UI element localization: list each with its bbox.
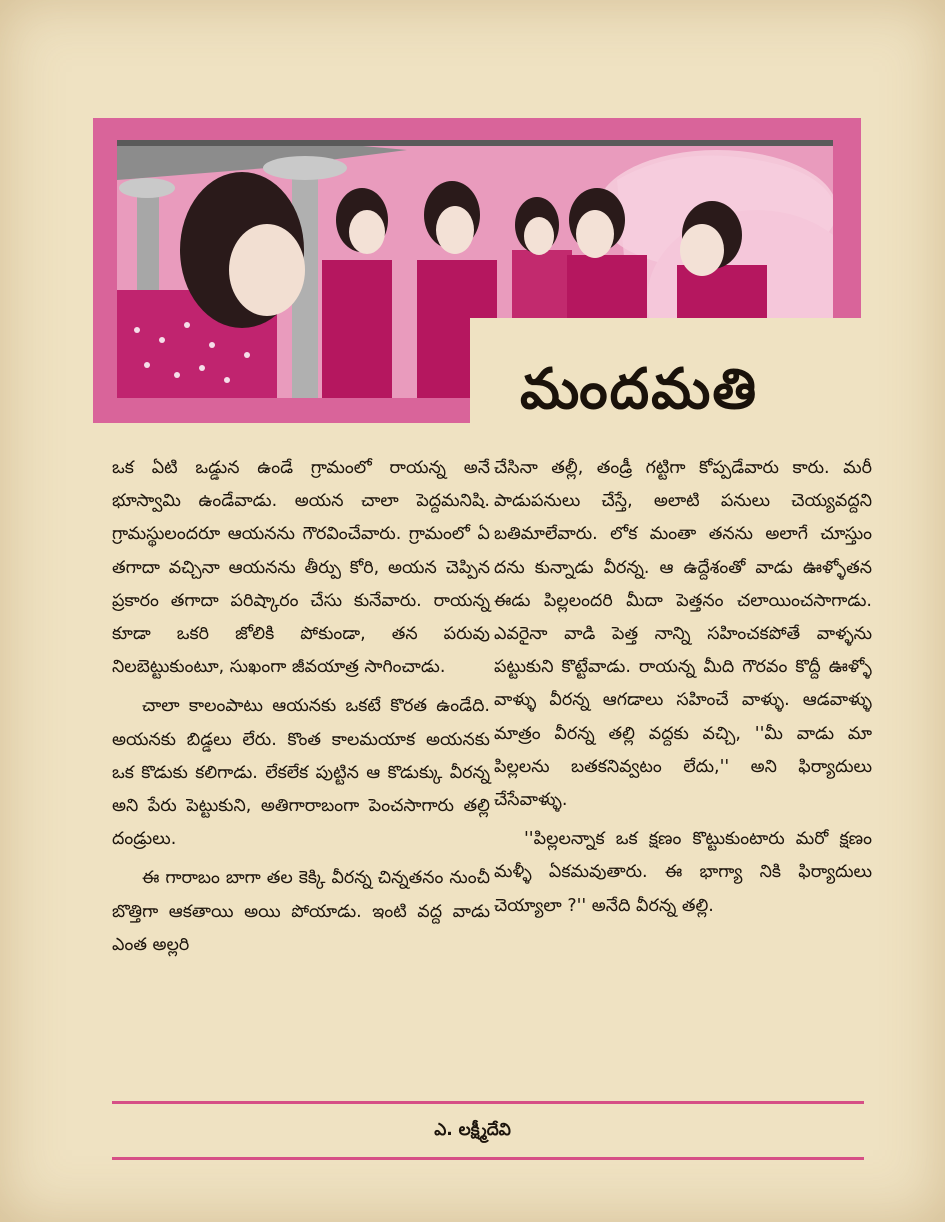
divider-bottom xyxy=(112,1157,864,1160)
paragraph: ఒక ఏటి ఒడ్డున ఉండే గ్రామంలో రాయన్న అనే భూస్వామి ఉండేవాడు. అయన చాలా పెద్దమనిషి. గ్రామస్థులందరూ ఆయనను గౌరవించేవారు. గ్రామంలో ఏ తగాదా వచ్చినా ఆయనను తీర్పు కోరి, అయన చెప్పిన ప్రకారం తగాదా పరిష్కారం చేసు కునేవారు. రాయన్న కూడా ఒకరి జోలికి పోకుండా, తన పరువు నిలబెట్టుకుంటూ, సుఖంగా జీవయాత్ర సాగించాడు. xyxy=(112,458,490,678)
right-text-column xyxy=(494,452,872,923)
paragraph: చాలా కాలంపాటు ఆయనకు ఒకటే కొరత ఉండేది. అయనకు బిడ్డలు లేరు. కొంత కాలమయాక అయనకు ఒక కొడుకు కలిగాడు. లేకలేక పుట్టిన ఆ కొడుక్కు వీరన్న అని పేరు పెట్టుకుని, అతిగారాబంగా పెంచసాగారు తల్లి దండ్రులు. xyxy=(112,696,490,850)
paragraph: చేసినా తల్లీ, తండ్రీ గట్టిగా కోప్పడేవారు కారు. మరీ పాడుపనులు చేస్తే, అలాటి పనులు చెయ్యవద్దని బతిమాలేవారు. లోక మంతా తనను అలాగే చూస్తుం దను కున్నాడు వీరన్న. ఆ ఉద్దేశంతో వాడు ఊళ్ళోతన ఈడు పిల్లలందరి మీదా పెత్తనం చలాయించసాగాడు. ఎవరైనా వాడి పెత్త నాన్ని సహించకపోతే వాళ్ళను పట్టుకుని కొట్టేవాడు. రాయన్న మీది గౌరవం కొద్దీ ఊళ్ళో వాళ్ళు వీరన్న ఆగడాలు సహించే వాళ్ళు. ఆడవాళ్ళు మాత్రం వీరన్న తల్లి వద్దకు వచ్చి, ''మీ వాడు మా పిల్లలను బతకనివ్వటం లేదు,'' అని ఫిర్యాదులు చేసేవాళ్ళు. xyxy=(494,458,872,811)
story-title: మందమతి xyxy=(520,357,759,422)
left-text-column xyxy=(112,452,490,962)
paragraph: ''పిల్లలన్నాక ఒక క్షణం కొట్టుకుంటారు మరో క్షణం మళ్ళీ ఏకమవుతారు. ఈ భాగ్యా నికి ఫిర్యాదులు చెయ్యాలా ?'' అనేది వీరన్న తల్లి. xyxy=(494,829,872,916)
divider-top xyxy=(112,1101,864,1104)
author-name: ఎ. లక్ష్మీదేవి xyxy=(434,1120,511,1140)
paragraph: ఈ గారాబం బాగా తల కెక్కి వీరన్న చిన్నతనం నుంచీ బొత్తిగా ఆకతాయి అయి పోయాడు. ఇంటి వద్ద వాడు ఎంత అల్లరి xyxy=(112,868,490,955)
